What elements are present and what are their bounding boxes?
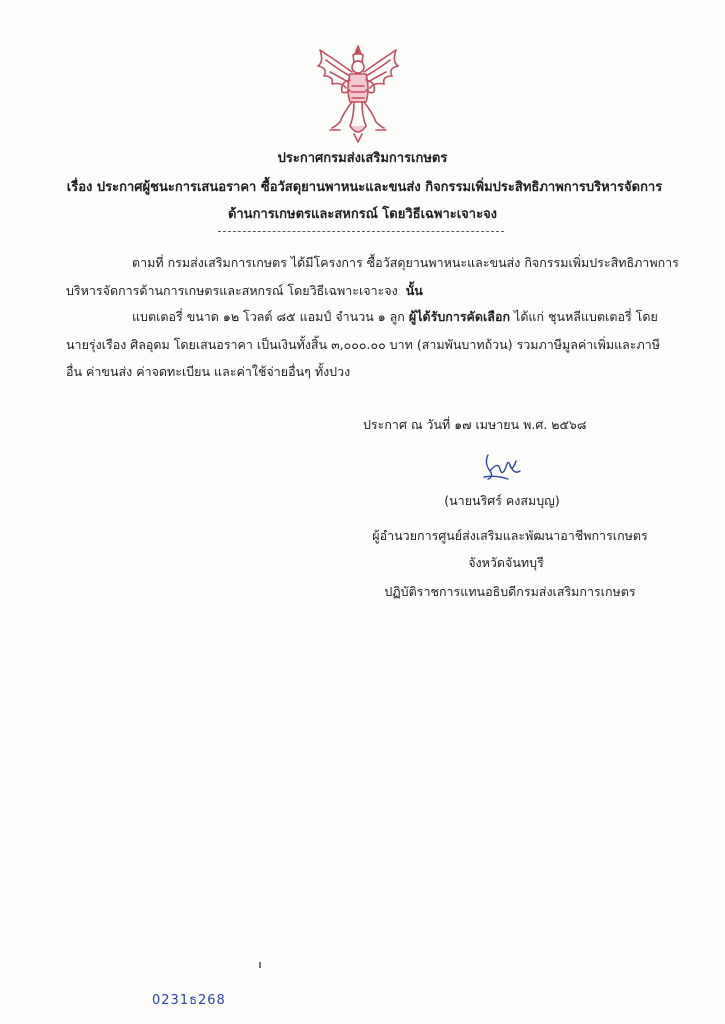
subject-line: เรื่อง ประกาศผู้ชนะการเสนอราคา ซื้อวัสดุยานพาหนะและขนส่ง กิจกรรมเพิ่มประสิทธิภาพการบริหารจัดการ <box>66 180 663 195</box>
paragraph-1-line-1: ตามที่ กรมส่งเสริมการเกษตร ได้มีโครงการ ซื้อวัสดุยานพาหนะและขนส่ง กิจกรรมเพิ่มประสิทธิภาพการ <box>132 255 679 270</box>
signatory-acting-for: ปฏิบัติราชการแทนอธิบดีกรมส่งเสริมการเกษตร <box>384 584 636 599</box>
winner-phrase: ผู้ได้รับการคัดเลือก <box>408 309 511 324</box>
signatory-name: (นายนริศร์ คงสมบุญ) <box>444 493 560 508</box>
signatory-province: จังหวัดจันทบุรี <box>468 555 544 570</box>
item-description: แบตเตอรี่ ขนาด ๑๒ โวลต์ ๘๕ แอมป์ จำนวน ๑ ลูก <box>132 309 405 324</box>
signatory-position: ผู้อำนวยการศูนย์ส่งเสริมและพัฒนาอาชีพการเกษตร <box>372 528 648 543</box>
paragraph-2-line-2: นายรุ่งเรือง ศิลอุดม โดยเสนอราคา เป็นเงินทั้งสิ้น ๓,๐๐๐.๐๐ บาท (สามพันบาทถ้วน) รวมภาษีมูลค่าเพิ่มและภาษี <box>66 337 661 352</box>
paragraph-2-line-1 <box>132 309 658 325</box>
scan-mark <box>259 962 261 968</box>
announcement-date: ประกาศ ณ วันที่ ๑๗ เมษายน พ.ศ. ๒๕๖๘ <box>363 417 587 432</box>
dashed-divider <box>218 231 504 232</box>
garuda-emblem-icon <box>310 42 406 144</box>
handwritten-reference-number: 0231ธ268 <box>152 993 226 1008</box>
announcement-title: ประกาศกรมส่งเสริมการเกษตร <box>277 151 448 166</box>
paragraph-1-end: นั้น <box>405 283 423 298</box>
paragraph-1-line-2 <box>66 283 423 299</box>
paragraph-1-text: บริหารจัดการด้านการเกษตรและสหกรณ์ โดยวิธีเฉพาะเจาะจง <box>66 283 398 298</box>
paragraph-2-line-3: อื่น ค่าขนส่ง ค่าจดทะเบียน และค่าใช้จ่ายอื่นๆ ทั้งปวง <box>66 364 351 379</box>
handwritten-signature-icon <box>480 449 526 485</box>
subject-line-continued: ด้านการเกษตรและสหกรณ์ โดยวิธีเฉพาะเจาะจง <box>227 207 498 222</box>
winner-vendor: ได้แก่ ชุนหลีแบตเตอรี่ โดย <box>514 309 658 324</box>
